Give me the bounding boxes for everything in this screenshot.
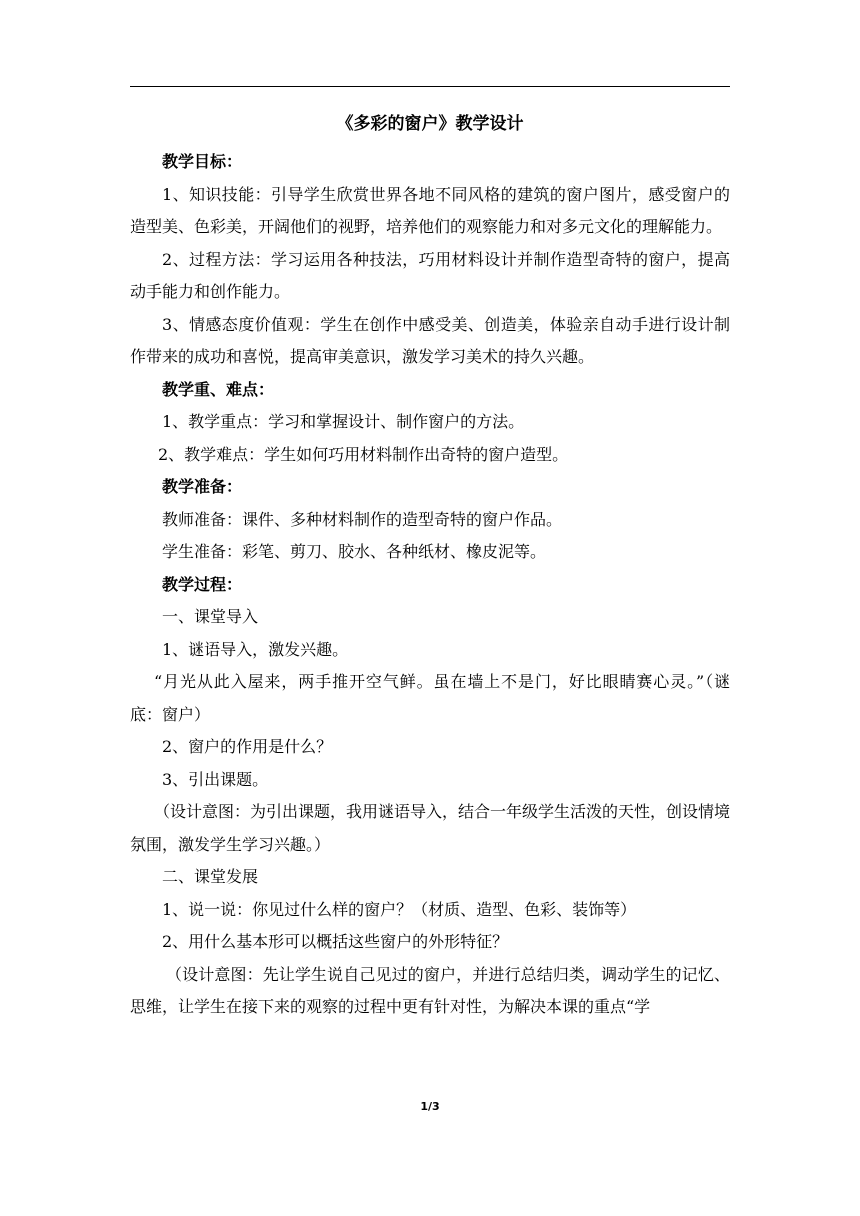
part-1-heading: 一、课堂导入: [162, 607, 259, 626]
part-1-item-2: 2、窗户的作用是什么？: [162, 737, 333, 756]
part-2-heading: 二、课堂发展: [162, 867, 259, 886]
objective-1: 1、知识技能：引导学生欣赏世界各地不同风格的建筑的窗户图片，感受窗户的造型美、色彩美，开阔他们的视野，培养他们的观察能力和对多元文化的理解能力。: [130, 184, 730, 236]
part-2-item-2: 2、用什么基本形可以概括这些窗户的外形特征？: [162, 932, 509, 951]
teacher-preparation: 教师准备：课件、多种材料制作的造型奇特的窗户作品。: [162, 509, 563, 529]
page-number: 1/3: [420, 1100, 440, 1113]
riddle-text: “月光从此入屋来，两手推开空气鲜。虽在墙上不是门，好比眼睛赛心灵。”（谜底：窗户）: [130, 672, 730, 724]
objectives-heading: 教学目标：: [162, 152, 243, 171]
key-points-heading: 教学重、难点：: [162, 379, 275, 399]
document-body: [130, 146, 730, 1024]
part-1-item-1: 1、谜语导入，激发兴趣。: [162, 639, 349, 659]
document-title: 《多彩的窗户》教学设计: [336, 114, 524, 134]
objective-2: 2、过程方法：学习运用各种技法，巧用材料设计并制作造型奇特的窗户，提高动手能力和创作能力。: [130, 249, 730, 301]
key-point-2: 2、教学难点：学生如何巧用材料制作出奇特的窗户造型。: [158, 444, 569, 464]
student-preparation: 学生准备：彩笔、剪刀、胶水、各种纸材、橡皮泥等。: [162, 542, 547, 561]
design-intent-1: （设计意图：为引出课题，我用谜语导入，结合一年级学生活泼的天性，创设情境氛围，激发学生学习兴趣。）: [130, 802, 731, 854]
process-heading: 教学过程：: [162, 574, 243, 594]
objective-3: 3、情感态度价值观：学生在创作中感受美、创造美，体验亲自动手进行设计制作带来的成功和喜悦，提高审美意识，激发学习美术的持久兴趣。: [130, 314, 730, 366]
header-rule: [130, 86, 730, 87]
part-1-item-3: 3、引出课题。: [162, 769, 269, 789]
part-2-item-1: 1、说一说：你见过什么样的窗户？（材质、造型、色彩、装饰等）: [162, 899, 637, 919]
preparation-heading: 教学准备：: [162, 477, 243, 496]
design-intent-2: （设计意图：先让学生说自己见过的窗户，并进行总结归类，调动学生的记忆、思维，让学生在接下来的观察的过程中更有针对性，为解决本课的重点“学: [130, 964, 730, 1016]
key-point-1: 1、教学重点：学习和掌握设计、制作窗户的方法。: [162, 412, 525, 431]
